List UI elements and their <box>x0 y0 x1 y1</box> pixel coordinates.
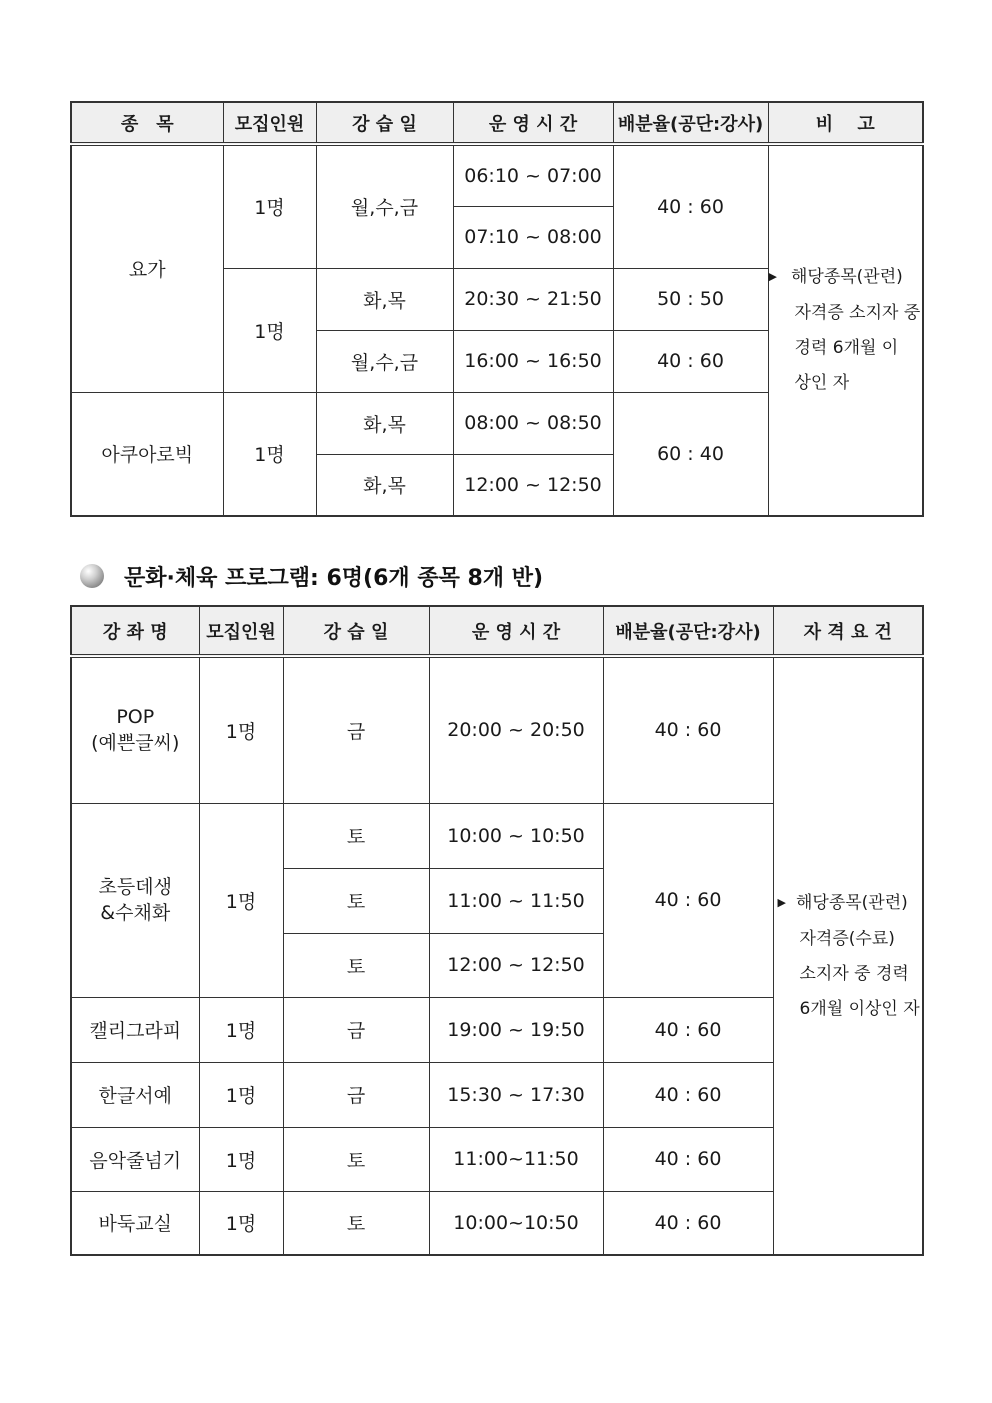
days-cell: 월,수,금 <box>316 144 453 268</box>
header-sport: 종 목 <box>71 102 223 144</box>
instructor-table-sports <box>70 101 924 517</box>
course-cell: 캘리그라피 <box>71 997 199 1062</box>
time-cell: 07:10 ~ 08:00 <box>453 206 613 268</box>
note-cell <box>768 144 923 516</box>
count-cell: 1명 <box>199 656 283 803</box>
note-line: 해당종목(관련) <box>790 267 903 287</box>
count-cell: 1명 <box>223 144 316 268</box>
ratio-cell: 60 : 40 <box>613 392 768 516</box>
note-line: 경력 6개월 이 <box>794 338 899 358</box>
header-course: 강 좌 명 <box>71 606 199 656</box>
note-line: 자격증(수료) <box>799 928 895 949</box>
note-line: 소지자 중 경력 <box>799 963 909 984</box>
ratio-cell: 40 : 60 <box>603 656 773 803</box>
time-cell: 12:00 ~ 12:50 <box>429 933 603 997</box>
time-cell: 12:00 ~ 12:50 <box>453 454 613 516</box>
days-cell: 화,목 <box>316 268 453 330</box>
table-row <box>71 656 923 803</box>
days-cell: 화,목 <box>316 454 453 516</box>
header-time: 운 영 시 간 <box>429 606 603 656</box>
header-ratio: 배분율(공단:강사) <box>603 606 773 656</box>
header-note: 비 고 <box>768 102 923 144</box>
course-cell: 한글서예 <box>71 1062 199 1127</box>
header-days: 강 습 일 <box>283 606 429 656</box>
ratio-cell: 40 : 60 <box>603 1191 773 1255</box>
days-cell: 토 <box>283 933 429 997</box>
triangle-bullet-icon: ▶ <box>777 895 786 909</box>
triangle-bullet-icon: ▶ <box>768 270 777 283</box>
header-ratio: 배분율(공단:강사) <box>613 102 768 144</box>
count-cell: 1명 <box>199 1062 283 1127</box>
days-cell: 금 <box>283 656 429 803</box>
header-count: 모집인원 <box>199 606 283 656</box>
count-cell: 1명 <box>199 1127 283 1191</box>
note-line: 상인 자 <box>794 373 850 393</box>
header-qualification: 자 격 요 건 <box>773 606 923 656</box>
section-heading-text: 문화·체육 프로그램: 6명(6개 종목 8개 반) <box>124 565 544 591</box>
sport-cell: 아쿠아로빅 <box>71 392 223 516</box>
days-cell: 화,목 <box>316 392 453 454</box>
table-row <box>71 144 923 206</box>
days-cell: 토 <box>283 1191 429 1255</box>
count-cell: 1명 <box>199 803 283 997</box>
ratio-cell: 40 : 60 <box>603 997 773 1062</box>
count-cell: 1명 <box>223 268 316 392</box>
time-cell: 11:00 ~ 11:50 <box>429 868 603 933</box>
qualification-cell <box>773 656 923 1255</box>
time-cell: 10:00 ~ 10:50 <box>429 803 603 868</box>
course-cell: 음악줄넘기 <box>71 1127 199 1191</box>
days-cell: 금 <box>283 1062 429 1127</box>
section-heading <box>80 556 543 596</box>
course-name: 초등데생 <box>98 876 172 898</box>
days-cell: 토 <box>283 803 429 868</box>
course-name-sub: &수채화 <box>100 902 171 924</box>
count-cell: 1명 <box>199 997 283 1062</box>
ratio-cell: 40 : 60 <box>603 803 773 997</box>
header-days: 강 습 일 <box>316 102 453 144</box>
note-line: 해당종목(관련) <box>795 892 908 913</box>
days-cell: 금 <box>283 997 429 1062</box>
ratio-cell: 40 : 60 <box>603 1127 773 1191</box>
ratio-cell: 40 : 60 <box>613 144 768 268</box>
time-cell: 20:30 ~ 21:50 <box>453 268 613 330</box>
time-cell: 19:00 ~ 19:50 <box>429 997 603 1062</box>
time-cell: 20:00 ~ 20:50 <box>429 656 603 803</box>
table-header-row <box>71 606 923 656</box>
days-cell: 월,수,금 <box>316 330 453 392</box>
days-cell: 토 <box>283 1127 429 1191</box>
ratio-cell: 40 : 60 <box>603 1062 773 1127</box>
time-cell: 08:00 ~ 08:50 <box>453 392 613 454</box>
header-count: 모집인원 <box>223 102 316 144</box>
time-cell: 15:30 ~ 17:30 <box>429 1062 603 1127</box>
table-header-row <box>71 102 923 144</box>
course-cell <box>71 656 199 803</box>
course-cell: 바둑교실 <box>71 1191 199 1255</box>
course-name-sub: (예쁜글씨) <box>91 732 180 755</box>
time-cell: 11:00~11:50 <box>429 1127 603 1191</box>
count-cell: 1명 <box>199 1191 283 1255</box>
instructor-table-culture <box>70 605 924 1256</box>
time-cell: 10:00~10:50 <box>429 1191 603 1255</box>
days-cell: 토 <box>283 868 429 933</box>
ratio-cell: 50 : 50 <box>613 268 768 330</box>
time-cell: 06:10 ~ 07:00 <box>453 144 613 206</box>
ratio-cell: 40 : 60 <box>613 330 768 392</box>
count-cell: 1명 <box>223 392 316 516</box>
time-cell: 16:00 ~ 16:50 <box>453 330 613 392</box>
note-line: 자격증 소지자 중 <box>794 303 921 323</box>
course-name: POP <box>116 706 155 729</box>
course-cell <box>71 803 199 997</box>
sphere-bullet-icon <box>80 564 104 588</box>
header-time: 운 영 시 간 <box>453 102 613 144</box>
sport-cell: 요가 <box>71 144 223 392</box>
note-line: 6개월 이상인 자 <box>799 998 920 1019</box>
